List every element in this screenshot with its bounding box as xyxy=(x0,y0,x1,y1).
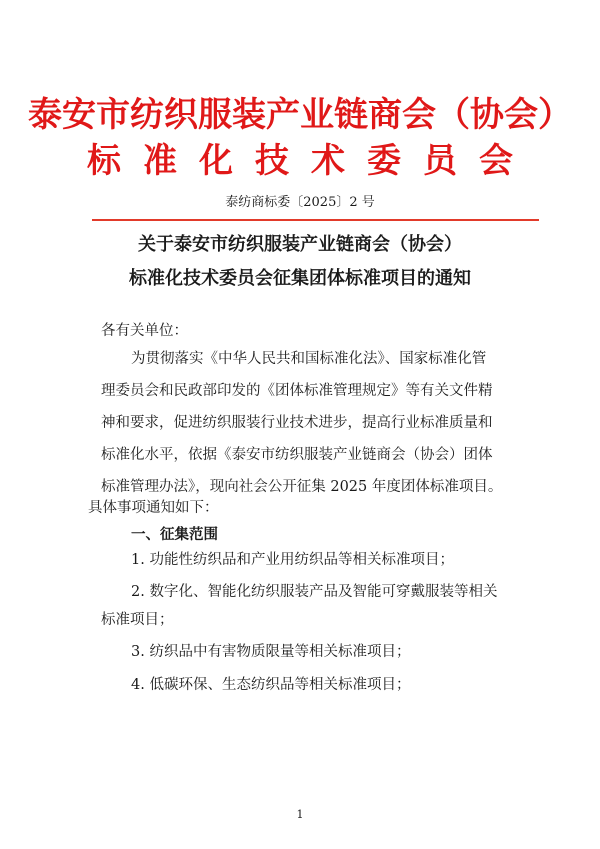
intro-line: 为贯彻落实《中华人民共和国标准化法》、国家标准化管 xyxy=(131,351,487,367)
organization-name: 泰安市纺织服装产业链商会（协会） xyxy=(28,95,572,135)
list-item-continuation: 标准项目； xyxy=(101,612,174,628)
notice-title-line-1: 关于泰安市纺织服装产业链商会（协会） xyxy=(138,234,462,255)
document-number: 泰纺商标委〔2025〕2 号 xyxy=(225,195,375,210)
intro-line: 标准化水平，依据《泰安市纺织服装产业链商会（协会）团体 xyxy=(101,447,493,463)
intro-line: 神和要求，促进纺织服装行业技术进步，提高行业标准质量和 xyxy=(101,415,493,431)
list-item: 1. 功能性纺织品和产业用纺织品等相关标准项目； xyxy=(131,552,454,568)
intro-line: 具体事项通知如下： xyxy=(88,500,219,516)
intro-line: 理委员会和民政部印发的《团体标准管理规定》等有关文件精 xyxy=(101,383,493,399)
page-number: 1 xyxy=(296,808,304,821)
intro-line: 标准管理办法》，现向社会公开征集 2025 年度团体标准项目。 xyxy=(101,479,503,495)
list-item: 2. 数字化、智能化纺织服装产品及智能可穿戴服装等相关 xyxy=(131,584,498,600)
list-item: 4. 低碳环保、生态纺织品等相关标准项目； xyxy=(131,677,411,693)
header-divider xyxy=(92,219,539,221)
committee-name: 标准化技术委员会 xyxy=(87,141,535,181)
list-item: 3. 纺织品中有害物质限量等相关标准项目； xyxy=(131,644,411,660)
section-heading: 一、征集范围 xyxy=(131,527,218,543)
notice-title-line-2: 标准化技术委员会征集团体标准项目的通知 xyxy=(129,268,471,289)
greeting: 各有关单位： xyxy=(101,323,188,339)
